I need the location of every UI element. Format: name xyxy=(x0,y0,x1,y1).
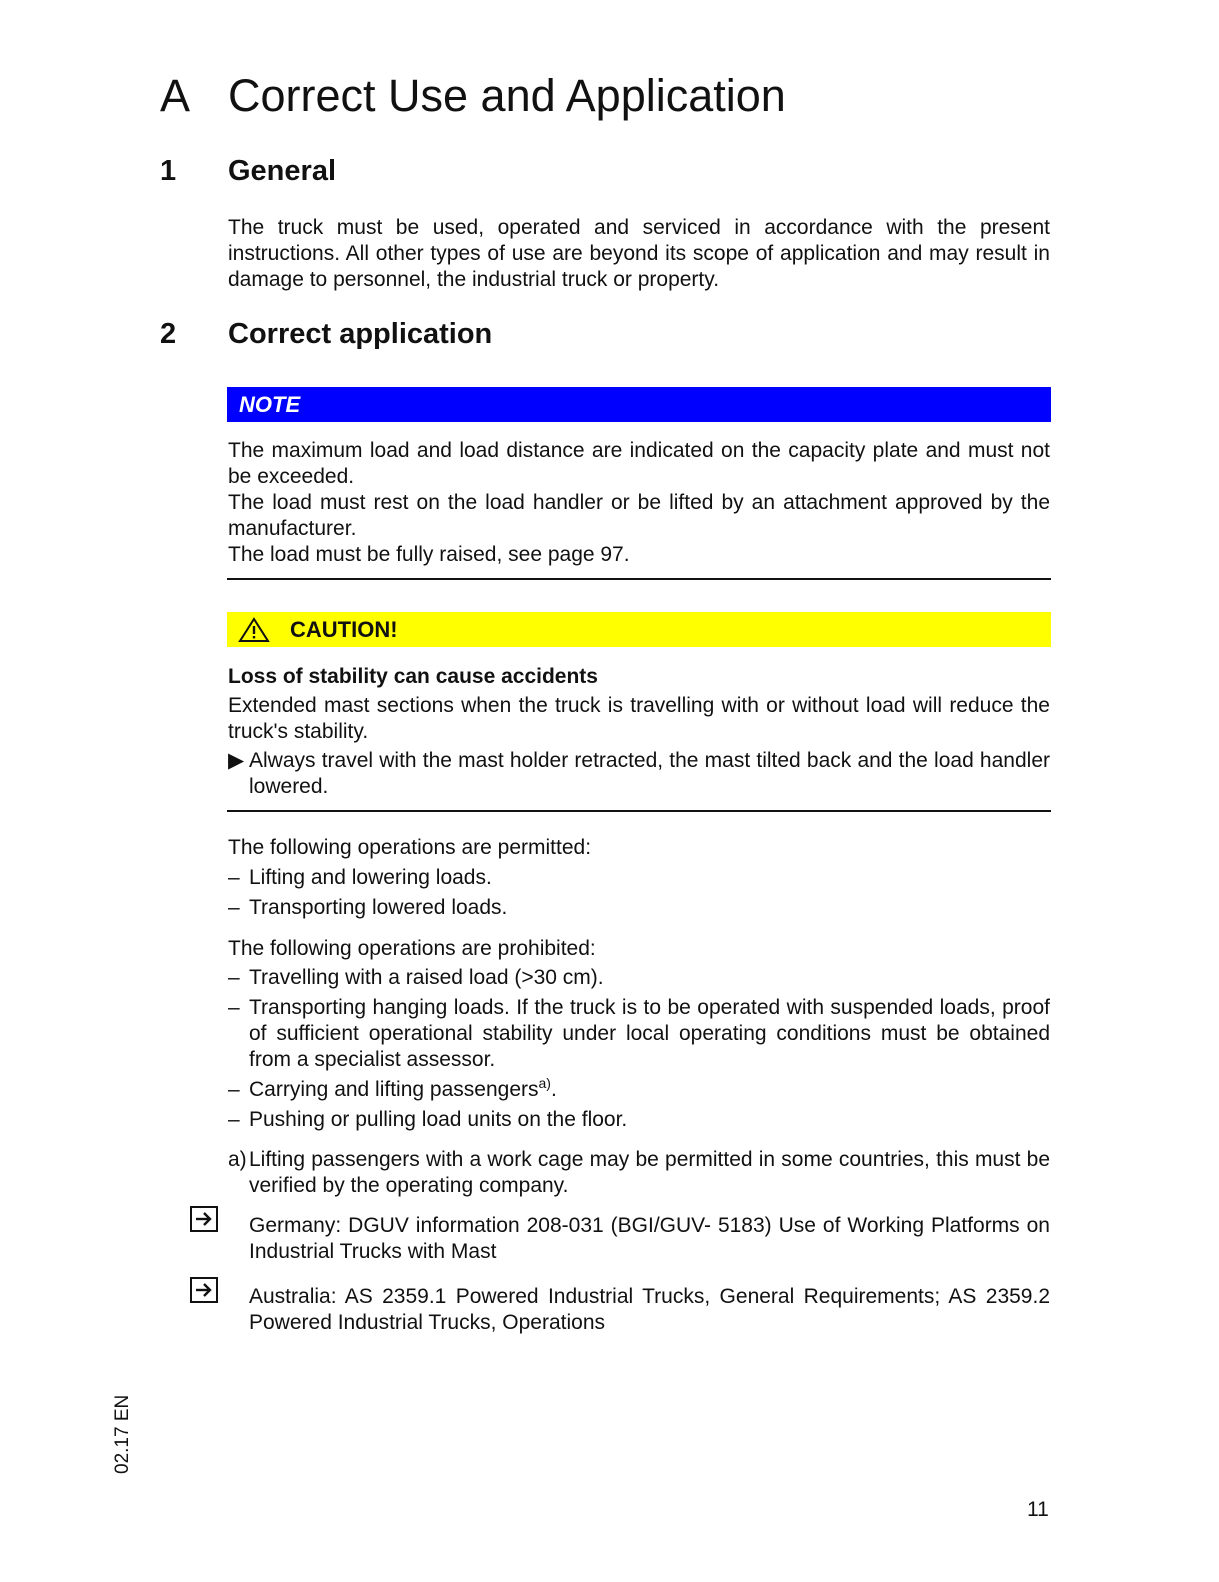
dash-marker: – xyxy=(228,966,240,989)
caution-action-text: Always travel with the mast holder retracted, the mast tilted back and the load handler lowered. xyxy=(249,749,1050,798)
general-paragraph: The truck must be used, operated and serviced in accordance with the present instructions. All other types of use are beyond its scope of application and may result in damage to personnel, the industrial truck or property. xyxy=(228,216,1050,291)
list-item xyxy=(228,895,1050,921)
action-arrow-icon: ▶ xyxy=(228,749,245,772)
caution-content xyxy=(228,663,1050,800)
prohibited-item: Pushing or pulling load units on the floor. xyxy=(249,1108,628,1131)
prohibited-item: Transporting hanging loads. If the truck is to be operated with suspended loads, proof of sufficient operational stability under local operating conditions must be obtained from a specialist assessor. xyxy=(249,996,1050,1071)
section-number-general: 1 xyxy=(160,155,177,187)
dash-marker: – xyxy=(228,1108,240,1131)
caution-text: Extended mast sections when the truck is travelling with or without load will reduce the truck's stability. xyxy=(228,694,1050,743)
section-number-application: 2 xyxy=(160,318,177,350)
footnote-text: Lifting passengers with a work cage may be permitted in some countries, this must be verified by the operating company. xyxy=(249,1148,1050,1197)
caution-banner xyxy=(227,612,1051,647)
footnote xyxy=(228,1147,1050,1199)
arrow-reference-icon xyxy=(190,1206,218,1232)
chapter-letter: A xyxy=(160,70,191,121)
prohibited-item: Carrying and lifting passengers xyxy=(249,1078,539,1101)
warning-triangle-icon xyxy=(238,617,270,643)
footnote-marker: a) xyxy=(228,1148,247,1171)
note-line: The load must rest on the load handler or be lifted by an attachment approved by the manufacturer. xyxy=(228,491,1050,540)
list-item xyxy=(228,1107,1050,1133)
caution-label: CAUTION! xyxy=(290,617,398,642)
list-item xyxy=(228,865,1050,891)
prohibited-operations xyxy=(228,936,1050,1133)
permitted-operations xyxy=(228,835,1050,921)
note-label: NOTE xyxy=(239,392,301,417)
page-number: 11 xyxy=(1027,1498,1049,1521)
note-line: The load must be fully raised, see page 97. xyxy=(228,543,630,566)
permitted-intro: The following operations are permitted: xyxy=(228,836,592,859)
note-content xyxy=(228,438,1050,568)
caution-heading: Loss of stability can cause accidents xyxy=(228,665,598,688)
permitted-item: Lifting and lowering loads. xyxy=(249,866,492,889)
caution-action xyxy=(228,748,1050,800)
document-version-code: 02.17 EN xyxy=(112,1394,133,1474)
chapter-title: Correct Use and Application xyxy=(228,70,786,121)
reference-germany: Germany: DGUV information 208-031 (BGI/GUV- 5183) Use of Working Platforms on Industrial Trucks with Mast xyxy=(249,1214,1050,1263)
note-divider xyxy=(227,578,1051,580)
section-title-application: Correct application xyxy=(228,318,493,350)
section-title-general: General xyxy=(228,155,336,187)
dash-marker: – xyxy=(228,996,240,1019)
dash-marker: – xyxy=(228,866,240,889)
list-item xyxy=(228,995,1050,1073)
dash-marker: – xyxy=(228,1078,240,1101)
list-item xyxy=(228,965,1050,991)
note-banner xyxy=(227,387,1051,422)
prohibited-item: Travelling with a raised load (>30 cm). xyxy=(249,966,604,989)
caution-divider xyxy=(227,810,1051,812)
reference-australia: Australia: AS 2359.1 Powered Industrial Trucks, General Requirements; AS 2359.2 Powered Industrial Trucks, Operations xyxy=(249,1285,1050,1334)
list-item xyxy=(228,1077,1050,1103)
dash-marker: – xyxy=(228,896,240,919)
footnote-line xyxy=(228,1147,1050,1199)
prohibited-intro: The following operations are prohibited: xyxy=(228,937,596,960)
permitted-item: Transporting lowered loads. xyxy=(249,896,508,919)
arrow-reference-icon xyxy=(190,1277,218,1303)
prohibited-item-end: . xyxy=(550,1078,557,1101)
note-line: The maximum load and load distance are indicated on the capacity plate and must not be exceeded. xyxy=(228,439,1050,488)
footnote-reference: a) xyxy=(538,1075,551,1091)
